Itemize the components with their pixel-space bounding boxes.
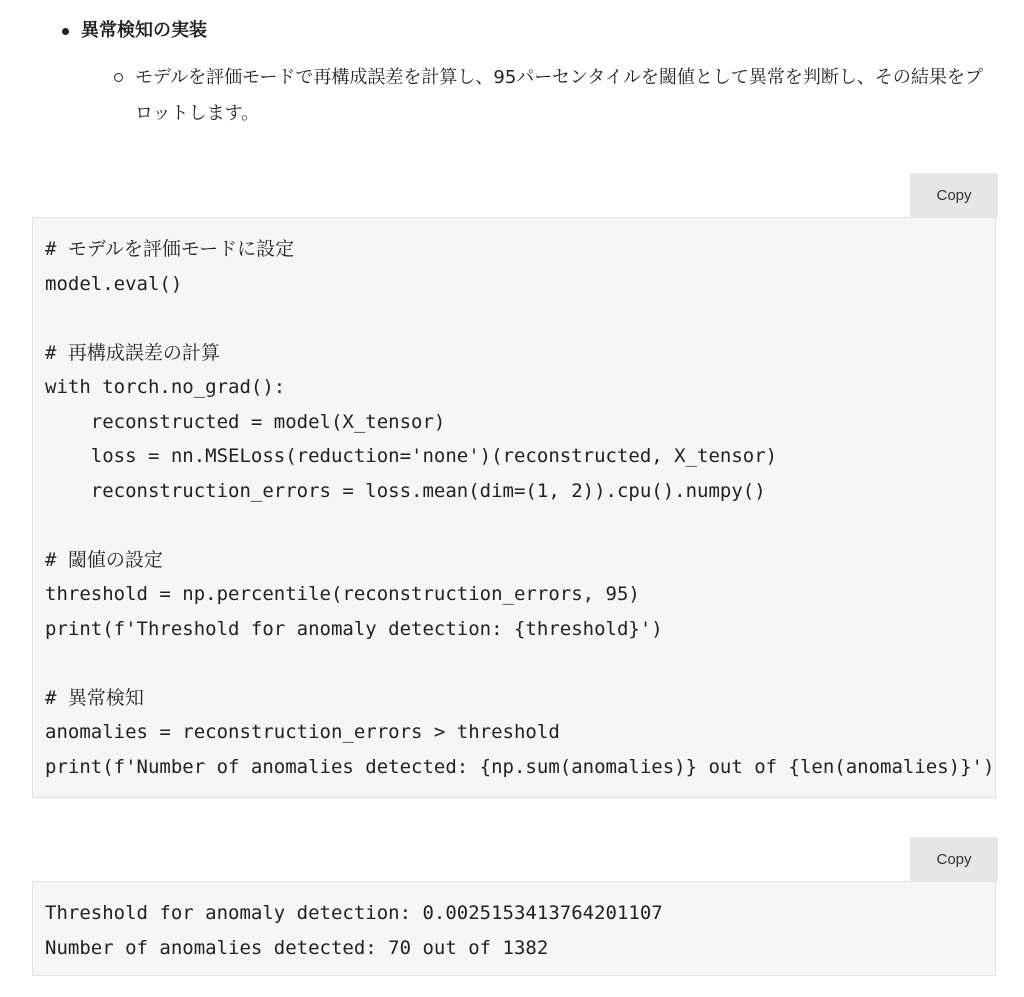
code-line: threshold = np.percentile(reconstruction_errors, 95) xyxy=(45,583,640,605)
code-line xyxy=(45,646,983,681)
code-line: anomalies = reconstruction_errors > threshold xyxy=(45,721,560,743)
output-content xyxy=(33,882,995,979)
code-content xyxy=(33,218,995,798)
code-line: print(f'Number of anomalies detected: {np.sum(anomalies)} out of {len(anomalies)}') xyxy=(45,755,995,778)
bullet-circle-icon xyxy=(114,73,123,82)
code-line: # 再構成誤差の計算 xyxy=(45,341,220,364)
copy-button-output[interactable]: Copy xyxy=(910,837,998,881)
output-line: Number of anomalies detected: 70 out of 1382 xyxy=(45,936,549,959)
code-line: with torch.no_grad(): xyxy=(45,376,286,398)
section-heading: 異常検知の実装 xyxy=(81,20,207,41)
code-line: model.eval() xyxy=(45,272,183,295)
section-heading-item xyxy=(62,17,207,45)
code-line: reconstruction_errors = loss.mean(dim=(1, 2)).cpu().numpy() xyxy=(45,479,766,502)
section-description: モデルを評価モードで再構成誤差を計算し、95パーセンタイルを閾値として異常を判断し、その結果をプロットします。 xyxy=(135,67,983,124)
code-line xyxy=(45,508,983,543)
output-line: Threshold for anomaly detection: 0.0025153413764201107 xyxy=(45,902,663,924)
code-line: # 閾値の設定 xyxy=(45,548,163,571)
code-line: reconstructed = model(X_tensor) xyxy=(45,410,446,433)
code-line: loss = nn.MSELoss(reduction='none')(reconstructed, X_tensor) xyxy=(45,445,778,467)
section-description-item xyxy=(114,60,984,132)
code-line xyxy=(45,301,983,336)
code-line: print(f'Threshold for anomaly detection: {threshold}') xyxy=(45,617,663,640)
code-line: # 異常検知 xyxy=(45,686,144,709)
output-block xyxy=(32,881,996,976)
bullet-dot-icon xyxy=(62,28,69,35)
code-line: # モデルを評価モードに設定 xyxy=(45,238,295,260)
code-block xyxy=(32,217,996,798)
copy-button-code[interactable]: Copy xyxy=(910,173,998,217)
